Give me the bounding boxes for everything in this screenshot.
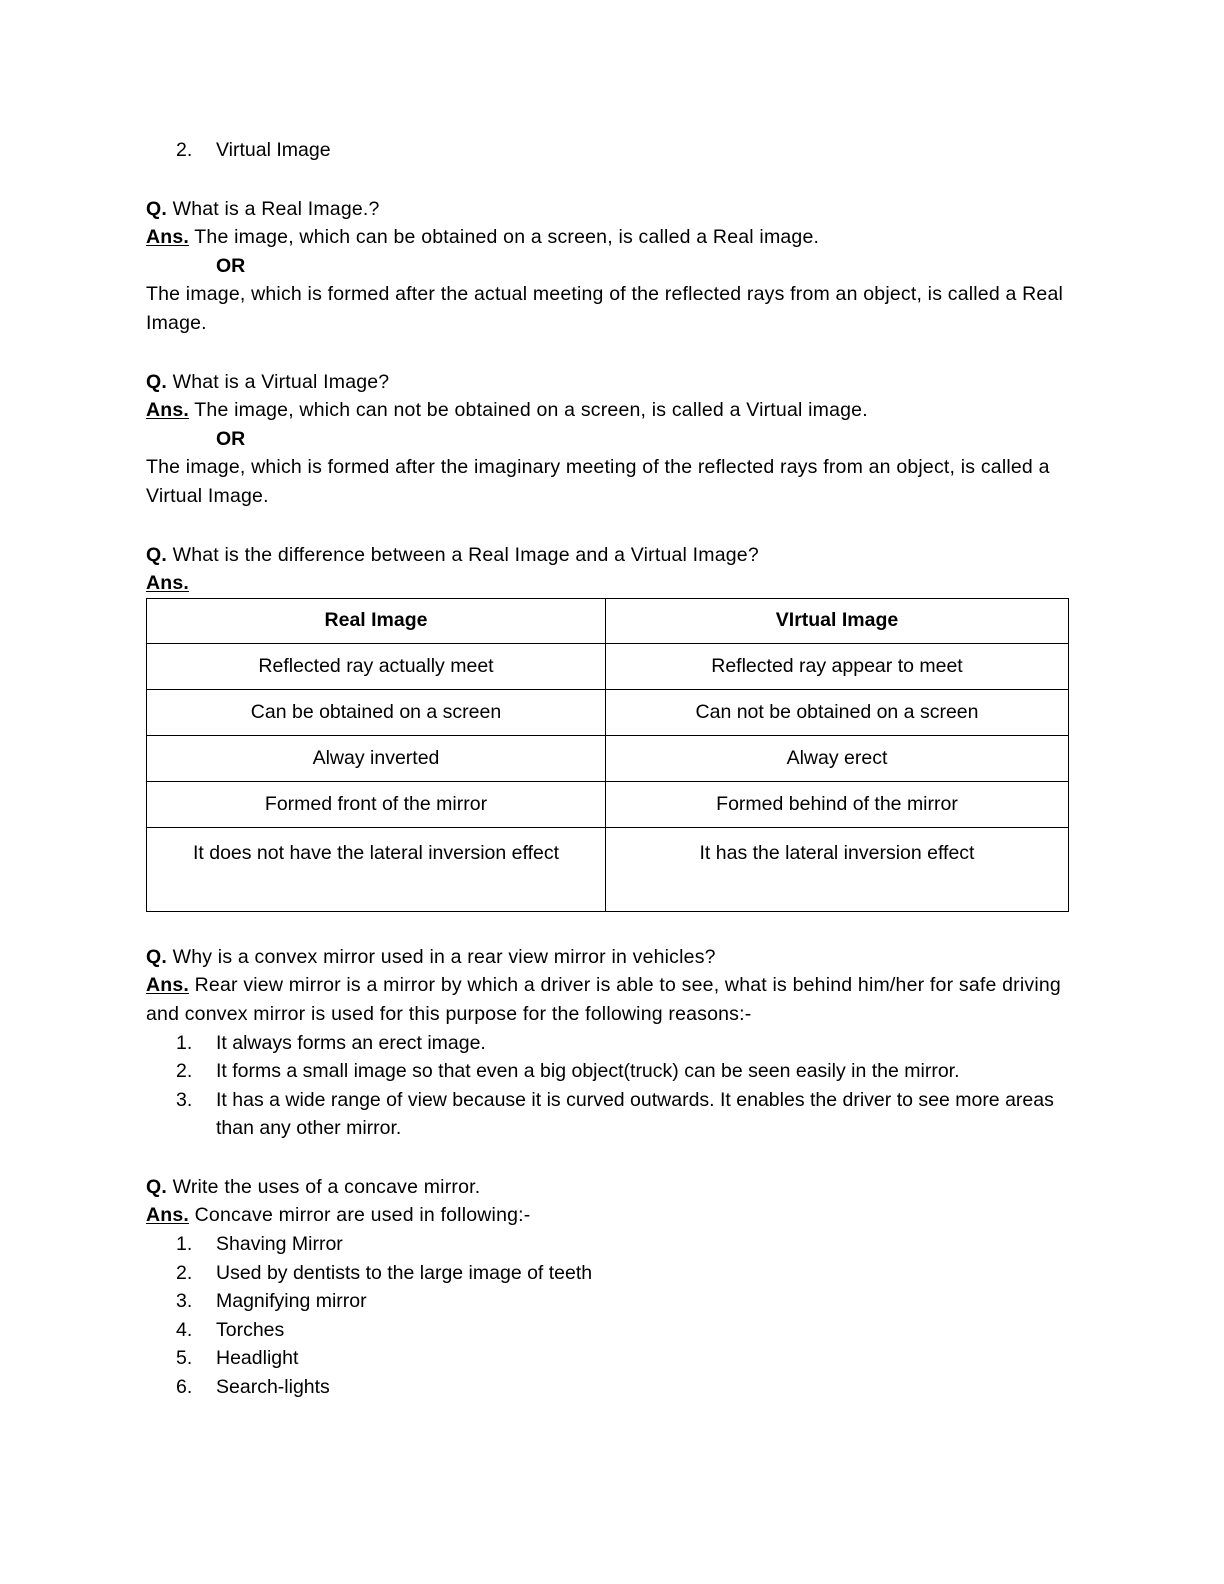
list-item-label: It always forms an erect image. <box>216 1031 486 1054</box>
answer-line <box>146 223 1071 252</box>
list-item-label: Virtual Image <box>216 139 331 161</box>
list-item-label: Headlight <box>216 1347 299 1370</box>
question-label: Q. <box>146 945 167 968</box>
list-item <box>146 1373 1071 1402</box>
spacer <box>146 511 1071 541</box>
question-line <box>146 541 1071 570</box>
question-text: What is the difference between a Real Image and a Virtual Image? <box>166 543 759 566</box>
comparison-table <box>146 598 1069 912</box>
table-row <box>147 827 1069 911</box>
answer-line <box>146 569 1071 598</box>
section-real-image <box>146 195 1071 338</box>
list-item-number: 5. <box>176 1347 193 1370</box>
table-header-cell: Real Image <box>147 598 606 643</box>
list-item <box>146 1344 1071 1373</box>
answer-text: Rear view mirror is a mirror by which a driver is able to see, what is behind him/her for safe driving and convex mirror is used for this purpose for the following reasons:- <box>146 974 1061 1025</box>
list-item-label: Torches <box>216 1318 285 1341</box>
list-item-number: 2. <box>176 1060 193 1083</box>
question-text: What is a Real Image.? <box>166 197 380 220</box>
question-text: Write the uses of a concave mirror. <box>166 1175 481 1198</box>
table-row <box>147 781 1069 827</box>
list-item-label: Shaving Mirror <box>216 1233 343 1256</box>
spacer <box>146 338 1071 368</box>
list-item <box>146 1057 1071 1086</box>
list-item <box>146 1287 1071 1316</box>
question-label: Q. <box>146 543 167 566</box>
answer-text: The image, which can be obtained on a screen, is called a Real image. <box>189 226 820 249</box>
table-cell: It does not have the lateral inversion effect <box>147 827 606 911</box>
list-item-label: It forms a small image so that even a big object(truck) can be seen easily in the mirror. <box>216 1060 960 1083</box>
question-line <box>146 1173 1071 1202</box>
table-cell: Can be obtained on a screen <box>147 689 606 735</box>
table-row <box>147 689 1069 735</box>
question-line <box>146 195 1071 224</box>
list-item-number: 4. <box>176 1318 193 1341</box>
question-line <box>146 368 1071 397</box>
list-item-number: 3. <box>176 1290 193 1313</box>
spacer <box>146 165 1071 195</box>
list-item-number: 1. <box>176 1233 193 1256</box>
document-body <box>146 136 1071 1402</box>
alternate-answer: The image, which is formed after the imaginary meeting of the reflected rays from an object, is called a Virtual Image. <box>146 456 1050 507</box>
section-virtual-image <box>146 368 1071 511</box>
answer-label: Ans. <box>146 226 190 249</box>
table-row <box>147 735 1069 781</box>
answer-line <box>146 396 1071 425</box>
answer-line <box>146 971 1071 1028</box>
list-item <box>146 1086 1071 1143</box>
answer-label: Ans. <box>146 399 190 422</box>
table-row <box>147 643 1069 689</box>
answer-text: Concave mirror are used in following:- <box>189 1204 531 1227</box>
question-line <box>146 943 1071 972</box>
table-cell: Reflected ray actually meet <box>147 643 606 689</box>
list-item-label: Magnifying mirror <box>216 1290 367 1313</box>
or-divider: OR <box>216 427 246 450</box>
table-header-cell: VIrtual Image <box>606 598 1069 643</box>
question-text: What is a Virtual Image? <box>166 370 390 393</box>
list-item-number: 2. <box>176 1261 193 1284</box>
table-cell: Can not be obtained on a screen <box>606 689 1069 735</box>
list-item-label: Search-lights <box>216 1376 330 1399</box>
answer-label: Ans. <box>146 974 190 997</box>
spacer <box>146 912 1071 943</box>
answer-text: The image, which can not be obtained on a screen, is called a Virtual image. <box>189 399 868 422</box>
question-label: Q. <box>146 197 167 220</box>
table-header-row <box>147 598 1069 643</box>
list-item <box>146 136 1071 165</box>
uses-list <box>146 1230 1071 1402</box>
answer-label: Ans. <box>146 1204 190 1227</box>
reasons-list <box>146 1029 1071 1143</box>
table-cell: It has the lateral inversion effect <box>606 827 1069 911</box>
answer-label: Ans. <box>146 572 190 595</box>
spacer <box>146 1143 1071 1173</box>
table-cell: Formed front of the mirror <box>147 781 606 827</box>
question-label: Q. <box>146 1175 167 1198</box>
list-item <box>146 1316 1071 1345</box>
section-convex-rear-view <box>146 943 1071 1143</box>
list-item <box>146 1259 1071 1288</box>
list-item-number: 2. <box>176 139 193 161</box>
question-label: Q. <box>146 370 167 393</box>
section-difference <box>146 541 1071 912</box>
or-divider: OR <box>216 254 246 277</box>
table-cell: Alway inverted <box>147 735 606 781</box>
continued-list <box>146 136 1071 165</box>
answer-line <box>146 1201 1071 1230</box>
list-item-label: Used by dentists to the large image of teeth <box>216 1261 593 1284</box>
list-item-number: 1. <box>176 1031 193 1054</box>
list-item <box>146 1230 1071 1259</box>
table-cell: Reflected ray appear to meet <box>606 643 1069 689</box>
table-cell: Formed behind of the mirror <box>606 781 1069 827</box>
alternate-answer: The image, which is formed after the actual meeting of the reflected rays from an object, is called a Real Image. <box>146 283 1064 334</box>
section-concave-uses <box>146 1173 1071 1402</box>
list-item-number: 3. <box>176 1088 193 1111</box>
list-item <box>146 1029 1071 1058</box>
list-item-label: It has a wide range of view because it is curved outwards. It enables the driver to see more areas than any other mirror. <box>216 1088 1054 1140</box>
list-item-number: 6. <box>176 1376 193 1399</box>
table-cell: Alway erect <box>606 735 1069 781</box>
question-text: Why is a convex mirror used in a rear view mirror in vehicles? <box>166 945 716 968</box>
